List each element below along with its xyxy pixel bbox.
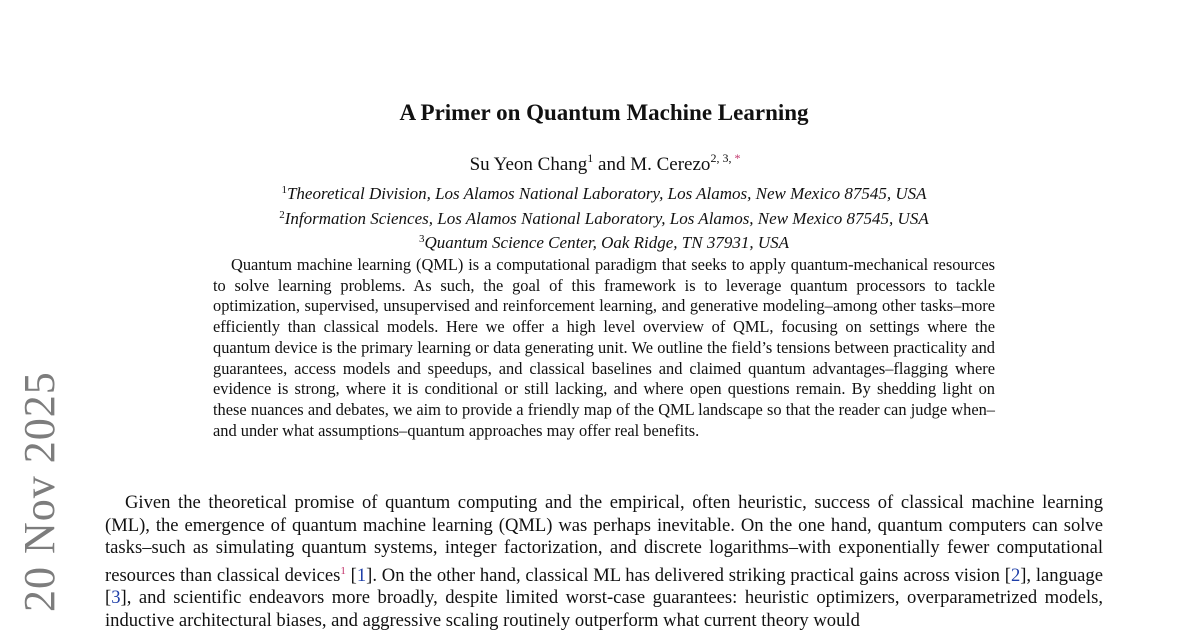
author-name: M. Cerezo — [630, 154, 711, 175]
abstract — [213, 255, 995, 441]
affiliation-number: 1 — [281, 184, 287, 196]
affiliation-text: Information Sciences, Los Alamos National Laboratory, Los Alamos, New Mexico 87545, USA — [284, 208, 929, 228]
corresponding-author-link[interactable]: * — [734, 151, 741, 165]
author-conjunction: and — [593, 154, 631, 175]
body-text: ], language [ — [105, 564, 1103, 609]
author-affiliation-mark: 2, 3, * — [710, 151, 741, 165]
citation-link[interactable]: 3 — [111, 587, 121, 609]
citation-link[interactable]: 1 — [356, 564, 367, 586]
affiliation-number: 2 — [279, 208, 285, 221]
author-affiliation-mark: 1 — [587, 151, 594, 165]
affiliation-number: 3 — [419, 233, 425, 245]
paper-title: A Primer on Quantum Machine Learning — [399, 100, 809, 125]
affiliation — [0, 180, 1200, 205]
body-paragraph — [105, 492, 1103, 633]
body-text: Given the theoretical promise of quantum computing and the empirical, often heuristic, success of classical machine learning (ML), the emergence of quantum machine learning (QML) was perhaps inevitable. On the one hand, quantum computers can solve tasks–such as simulating quantum systems, integer factorization, and discrete logarithms–with exponentially fewer computational resources than classical devices — [105, 492, 1103, 586]
body-text: [ — [345, 564, 357, 586]
affiliation — [0, 205, 1200, 230]
author-line — [0, 151, 1200, 176]
footnote-link[interactable]: 1 — [340, 564, 346, 577]
body-text: ], and scientific endeavors more broadly, despite limited worst-case guarantees: heuristic optimizers, overparametrized models, inductive architectural biases, and aggressive scaling routinely outperform what current theory would — [105, 587, 1103, 631]
affiliation-list — [0, 180, 1200, 254]
arxiv-date-stamp: 20 Nov 2025 — [15, 371, 64, 612]
affiliation-text: Quantum Science Center, Oak Ridge, TN 37931, USA — [424, 233, 789, 252]
affiliation-text: Theoretical Division, Los Alamos National Laboratory, Los Alamos, New Mexico 87545, USA — [286, 184, 927, 203]
affiliation — [0, 229, 1200, 254]
citation-link[interactable]: 2 — [1010, 564, 1021, 586]
author-name: Su Yeon Chang — [469, 154, 588, 175]
body-text: ]. On the other hand, classical ML has delivered striking practical gains across vision [ — [366, 564, 1011, 586]
abstract-text: Quantum machine learning (QML) is a computational paradigm that seeks to apply quantum-mechanical resources to solve learning problems. As such, the goal of this framework is to leverage quantum processors to tackle optimization, supervised, unsupervised and reinforcement learning, and generative modeling–among other tasks–more efficiently than classical models. Here we offer a high level overview of QML, focusing on settings where the quantum device is the primary learning or data generating unit. We outline the field’s tensions between practicality and guarantees, access models and speedups, and classical baselines and claimed quantum advantages–flagging where evidence is strong, where it is conditional or still lacking, and where open questions remain. By shedding light on these nuances and debates, we aim to provide a friendly map of the QML landscape so that the reader can judge when–and under what assumptions–quantum approaches may offer real benefits. — [213, 255, 995, 440]
